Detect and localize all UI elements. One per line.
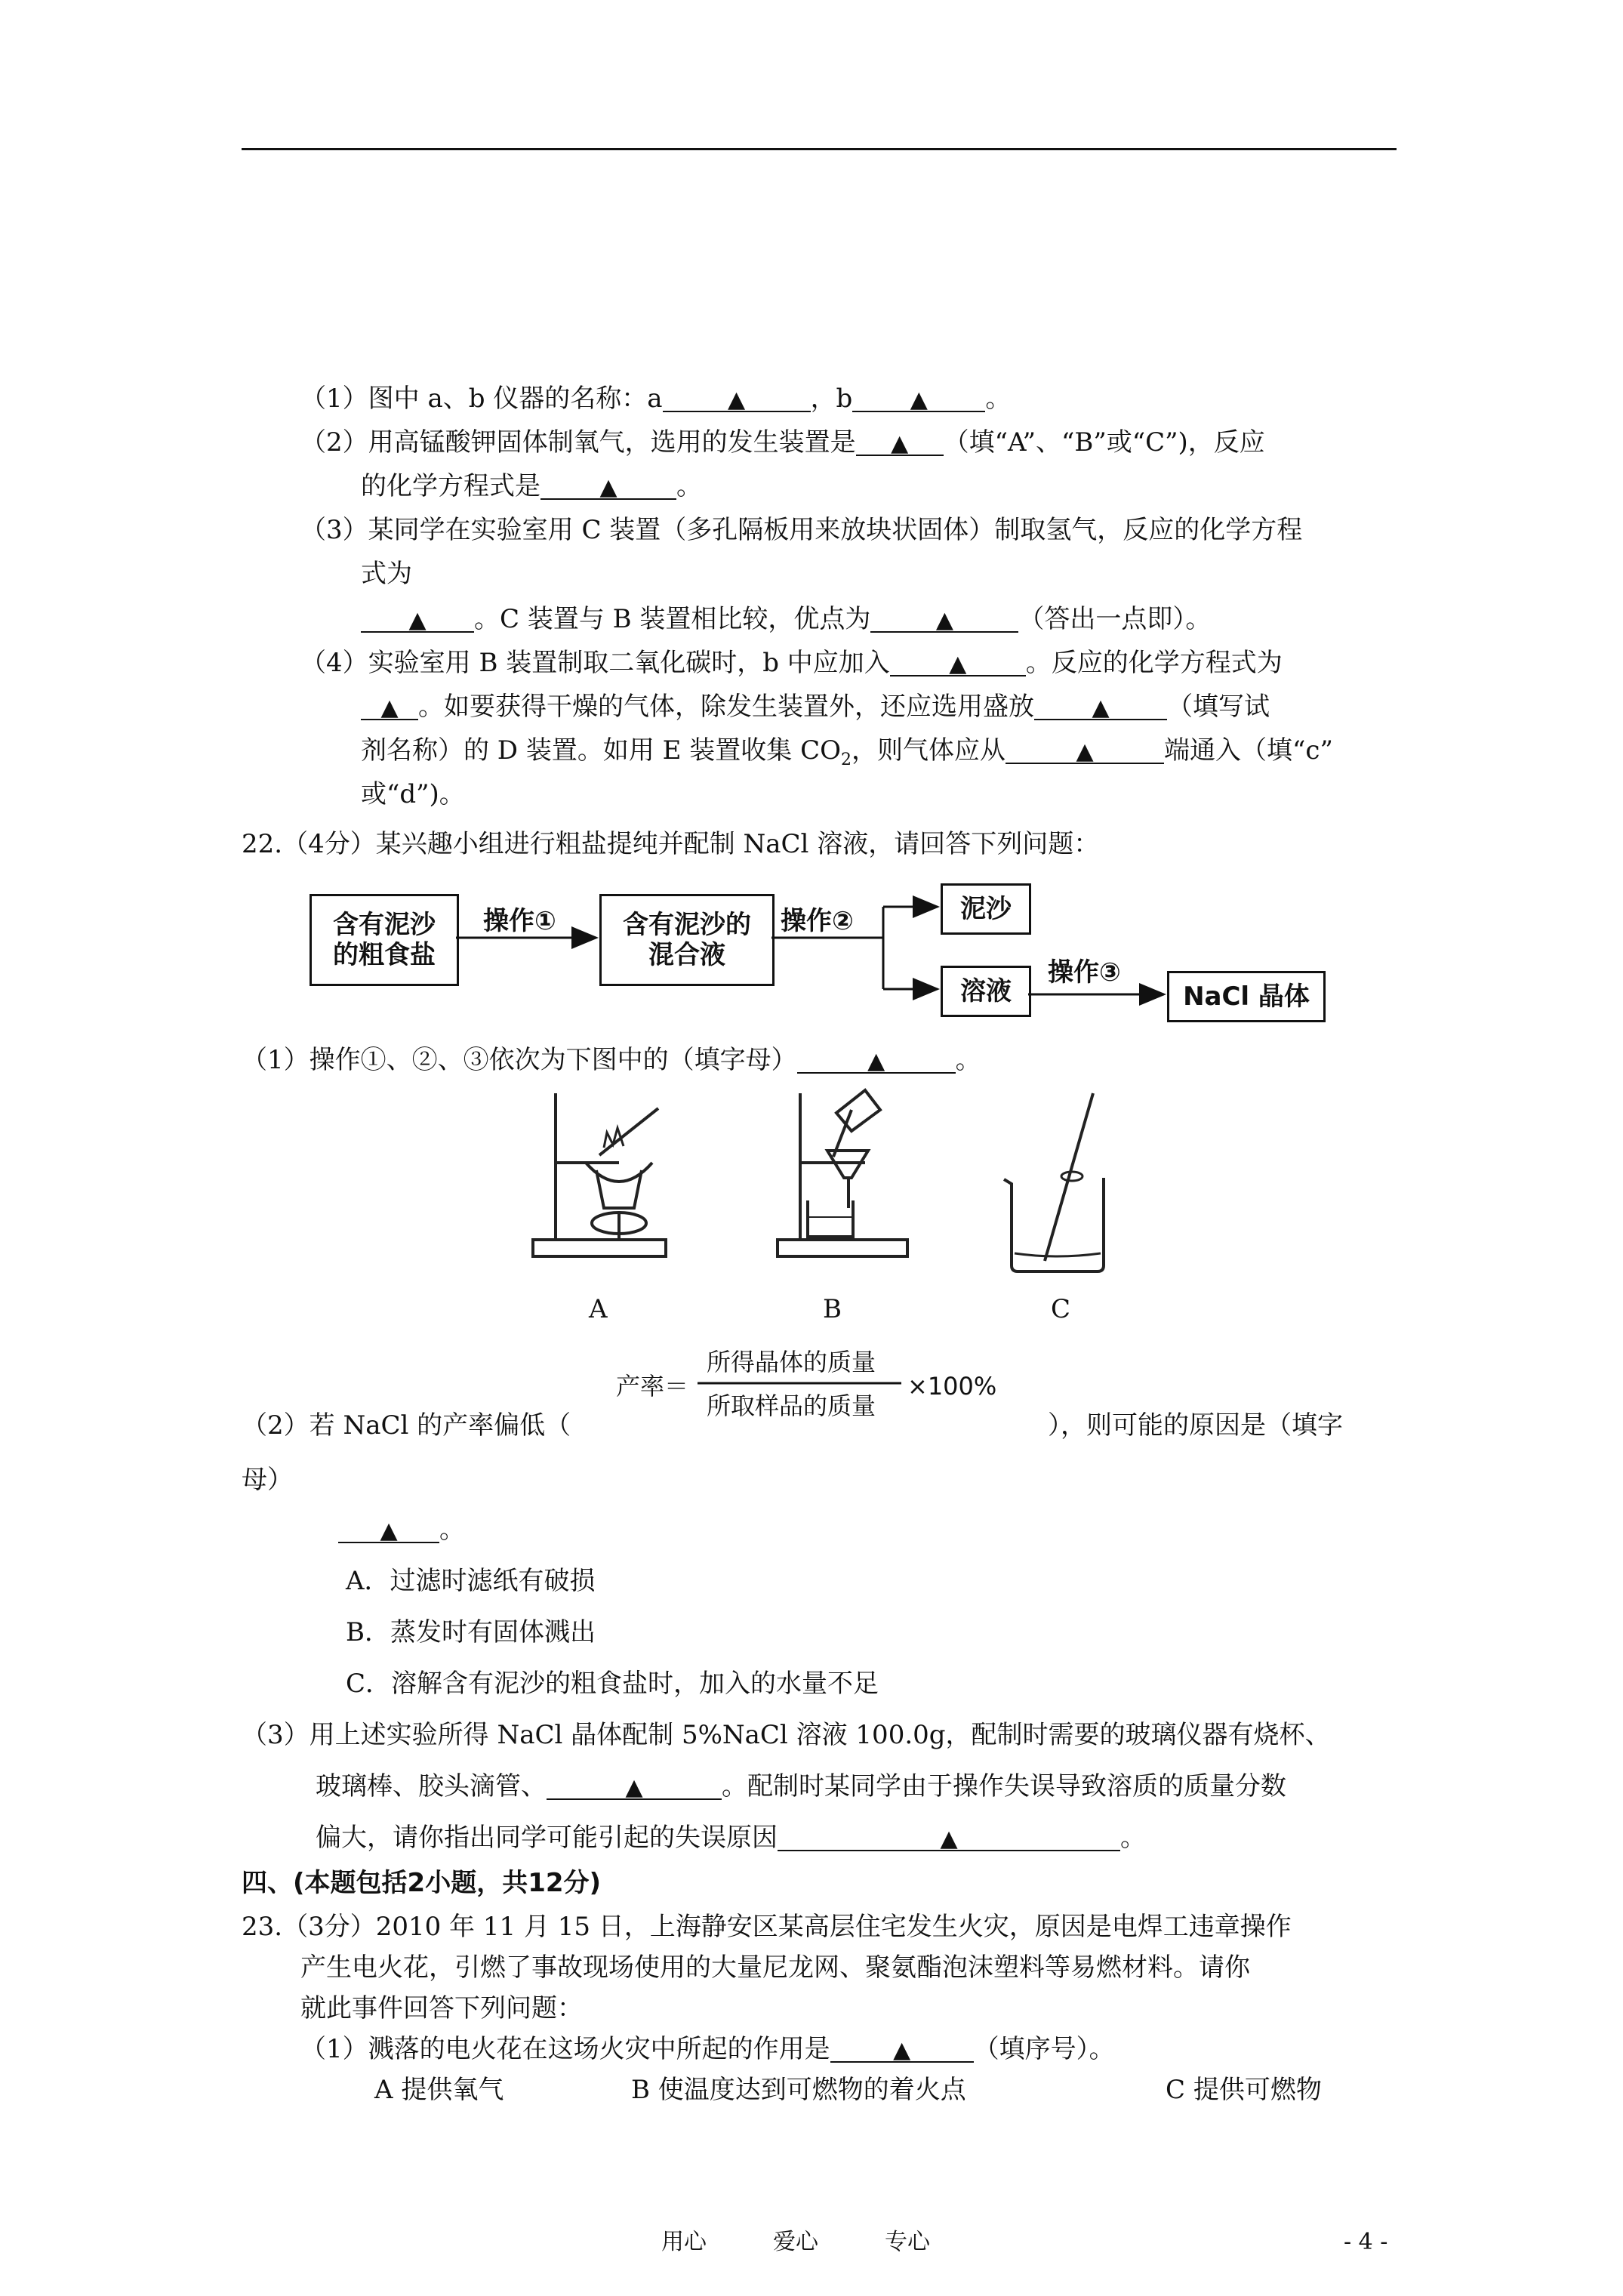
q21-p4-line3: 剂名称）的 D 装置。如用 E 装置收集 $CO_2$，则气体应从 ▲ 端通入（填“c”	[361, 735, 1333, 769]
flow-box-crude-salt: 含有泥沙 的粗食盐	[310, 894, 459, 986]
q22-p3-line1: （3）用上述实验所得 NaCl 晶体配制 5%NaCl 溶液 100.0g，配制时需要的玻璃仪器有烧杯、	[242, 1720, 1331, 1750]
q21-p4-line2: ▲ 。如要获得干燥的气体，除发生装置外，还应选用盛放 ▲ （填写试	[361, 692, 1270, 722]
q21-p2-line1: （2）用高锰酸钾固体制氧气，选用的发生装置是 ▲ （填“A”、“B”或“C”)，反应	[300, 427, 1265, 458]
formula-lhs: 产率＝	[616, 1372, 689, 1401]
q22-p3-line3: 偏大，请你指出同学可能引起的失误原因 ▲ 。	[316, 1823, 1146, 1853]
q22-p3-line2: 玻璃棒、胶头滴管、 ▲ 。配制时某同学由于操作失误导致溶质的质量分数	[316, 1771, 1286, 1801]
answer-blank[interactable]: ▲	[852, 385, 985, 412]
formula-numerator: 所得晶体的质量	[707, 1348, 876, 1376]
q22-option-a: A．过滤时滤纸有破损	[346, 1566, 596, 1596]
q21-p3-line2: 式为	[361, 559, 412, 589]
figure-label-b: B	[823, 1294, 842, 1324]
answer-blank[interactable]: ▲	[663, 385, 811, 412]
apparatus-b-filtration	[778, 1090, 907, 1256]
flow-op3-label: 操作③	[1048, 957, 1121, 988]
flow-branch	[771, 907, 938, 989]
figure-label-a: A	[589, 1294, 608, 1324]
answer-blank[interactable]: ▲	[540, 473, 676, 500]
apparatus-c-dissolving	[1004, 1093, 1104, 1271]
flow-box-nacl-crystal: NaCl 晶体	[1167, 971, 1326, 1022]
answer-blank[interactable]: ▲	[870, 606, 1018, 633]
q21-p3-line3: ▲ 。C 装置与 B 装置相比较，优点为 ▲ （答出一点即）。	[361, 604, 1211, 634]
q22-p2-line1-pre: （2）若 NaCl 的产率偏低（	[242, 1410, 571, 1441]
footer-zhuanxin: 专心	[885, 2229, 930, 2255]
answer-blank[interactable]: ▲	[547, 1773, 722, 1800]
q22-title: 22.（4分）某兴趣小组进行粗盐提纯并配制 NaCl 溶液，请回答下列问题：	[242, 829, 1100, 859]
page-number: - 4 -	[1344, 2229, 1388, 2255]
answer-blank[interactable]: ▲	[890, 649, 1026, 676]
flow-op2-label: 操作②	[781, 906, 854, 936]
q22-option-c: C．溶解含有泥沙的粗食盐时，加入的水量不足	[346, 1669, 879, 1699]
q23-choice-a: A 提供氧气	[374, 2075, 504, 2105]
answer-blank[interactable]: ▲	[1034, 693, 1167, 720]
formula-rhs: ×100%	[907, 1372, 997, 1401]
answer-blank[interactable]: ▲	[797, 1046, 956, 1074]
figure-label-c: C	[1051, 1294, 1071, 1324]
q22-p2-line2: 母）	[242, 1465, 293, 1495]
flow-box-solution: 溶液	[941, 966, 1031, 1017]
q21-p4-line4: 或“d”)。	[361, 779, 465, 809]
q21-p4-line1: （4）实验室用 B 装置制取二氧化碳时，b 中应加入 ▲ 。反应的化学方程式为	[300, 648, 1283, 678]
q21-p3-line1: （3）某同学在实验室用 C 装置（多孔隔板用来放块状固体）制取氢气，反应的化学方程	[300, 515, 1303, 545]
answer-blank[interactable]: ▲	[1006, 737, 1164, 764]
flow-op1-label: 操作①	[483, 906, 556, 936]
answer-blank[interactable]: ▲	[778, 1824, 1120, 1851]
footer-aixin: 爱心	[773, 2229, 818, 2255]
answer-blank[interactable]: ▲	[338, 1516, 439, 1543]
q23-p1: （1）溅落的电火花在这场火灾中所起的作用是 ▲ （填序号）。	[300, 2034, 1115, 2064]
q22-p2-line1-post: ），则可能的原因是（填字	[1048, 1410, 1343, 1441]
q23-choice-b: B 使温度达到可燃物的着火点	[631, 2075, 966, 2105]
answer-blank[interactable]: ▲	[361, 693, 418, 720]
flow-box-sand: 泥沙	[941, 883, 1031, 935]
section-4-heading: 四、(本题包括2小题，共12分)	[242, 1868, 602, 1898]
formula-denominator: 所取样品的质量	[707, 1391, 876, 1420]
q23-choice-c: C 提供可燃物	[1166, 2075, 1322, 2105]
q22-p1: （1）操作①、②、③依次为下图中的（填字母） ▲ 。	[242, 1045, 981, 1075]
q23-line3: 就此事件回答下列问题：	[300, 1993, 583, 2023]
q21-p1: （1）图中 a、b 仪器的名称：a ▲ ，b ▲ 。	[300, 384, 1012, 414]
answer-blank[interactable]: ▲	[361, 606, 474, 633]
q22-option-b: B．蒸发时有固体溅出	[346, 1617, 596, 1647]
footer-yongxin: 用心	[661, 2229, 707, 2255]
q23-line1: 23.（3分）2010 年 11 月 15 日，上海静安区某高层住宅发生火灾，原因是电焊工违章操作	[242, 1912, 1292, 1942]
answer-blank[interactable]: ▲	[830, 2036, 974, 2063]
q23-line2: 产生电火花，引燃了事故现场使用的大量尼龙网、聚氨酯泡沫塑料等易燃材料。请你	[300, 1952, 1250, 1983]
q21-p2-line2: 的化学方程式是 ▲ 。	[361, 471, 702, 501]
apparatus-a-evaporation	[533, 1093, 666, 1256]
answer-blank[interactable]: ▲	[856, 429, 944, 456]
flow-box-mixture: 含有泥沙的 混合液	[599, 894, 775, 986]
q22-p2-line3: ▲ 。	[338, 1515, 465, 1545]
